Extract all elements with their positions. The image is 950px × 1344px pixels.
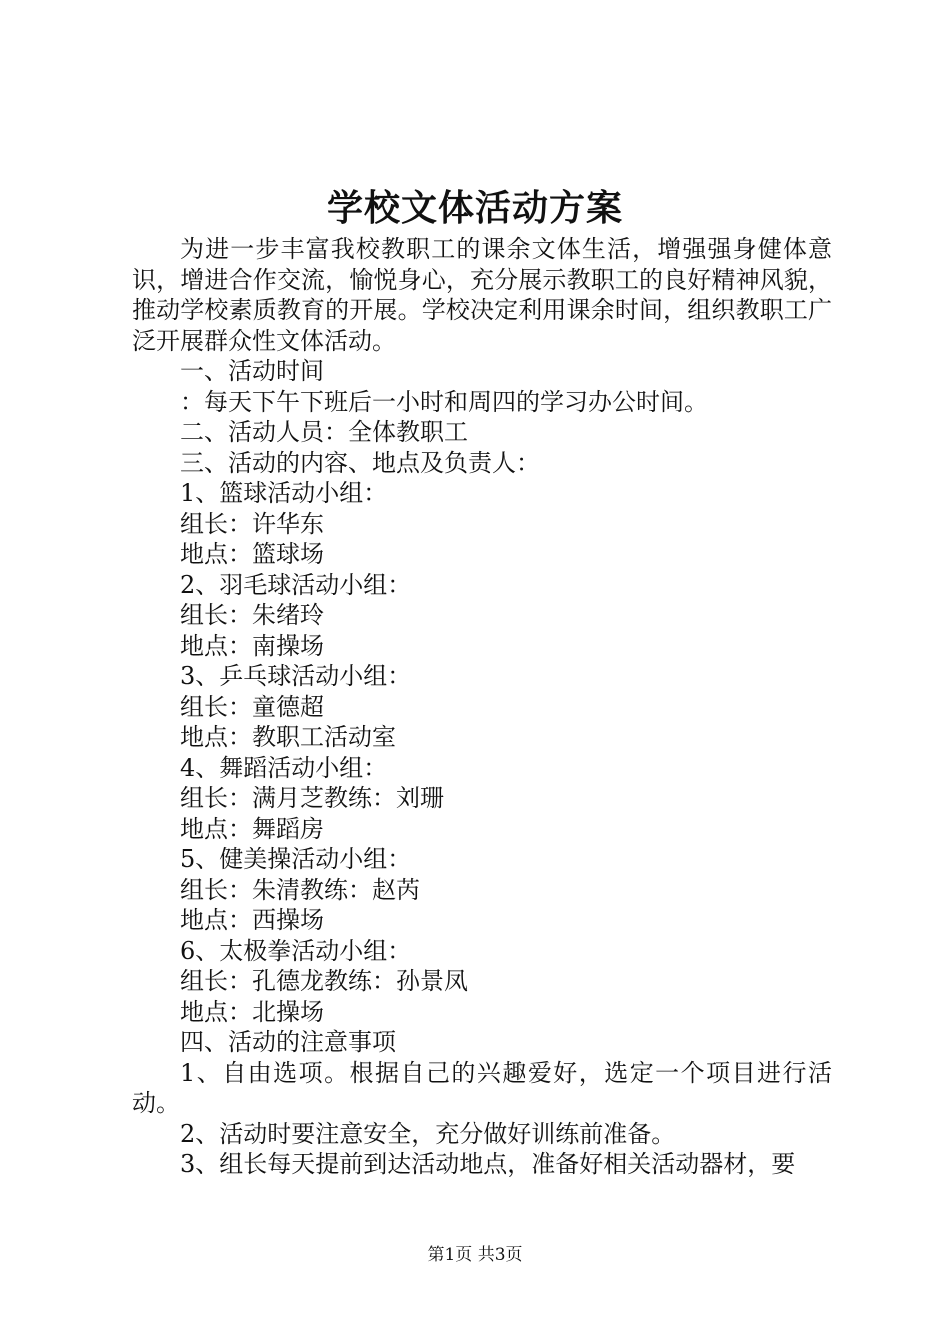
section-heading-time: 一、活动时间 <box>180 357 324 385</box>
page-number-footer: 第1页 共3页 <box>427 1245 523 1265</box>
group-badminton-location: 地点：南操场 <box>180 631 324 660</box>
group-pingpong-leader: 组长：童德超 <box>180 692 324 721</box>
group-pingpong-location: 地点：教职工活动室 <box>180 723 396 751</box>
note-item-3: 3、组长每天提前到达活动地点，准备好相关活动器材，要 <box>180 1150 796 1178</box>
group-taichi: 6、太极拳活动小组： <box>180 936 412 965</box>
group-taichi-leader: 组长：孔德龙教练：孙景凤 <box>180 967 468 995</box>
section-heading-content: 三、活动的内容、地点及负责人： <box>180 448 540 477</box>
section-heading-participants: 二、活动人员：全体教职工 <box>180 418 468 446</box>
intro-paragraph: 为进一步丰富我校教职工的课余文体生活，增强强身健体意识，增进合作交流，愉悦身心，充分展示教职工的良好精神风貌，推动学校素质教育的开展。学校决定利用课余时间，组织教职工广泛开展群众性文体活动。 <box>132 235 832 355</box>
activity-time-text: ：每天下午下班后一小时和周四的学习办公时间。 <box>180 387 708 416</box>
group-dance: 4、舞蹈活动小组： <box>180 753 388 782</box>
group-taichi-location: 地点：北操场 <box>180 997 324 1026</box>
note-item-2: 2、活动时要注意安全，充分做好训练前准备。 <box>180 1119 676 1148</box>
group-badminton-leader: 组长：朱绪玲 <box>180 601 324 629</box>
group-aerobics: 5、健美操活动小组： <box>180 845 412 873</box>
group-basketball-location: 地点：篮球场 <box>180 540 324 568</box>
note-item-1: 1、自由选项。根据自己的兴趣爱好，选定一个项目进行活动。 <box>132 1058 832 1117</box>
document-body <box>132 234 832 1180</box>
group-aerobics-location: 地点：西操场 <box>180 906 324 934</box>
group-aerobics-leader: 组长：朱清教练：赵芮 <box>180 875 420 904</box>
group-dance-leader: 组长：满月芝教练：刘珊 <box>180 784 444 812</box>
document-title: 学校文体活动方案 <box>326 187 623 229</box>
group-basketball-leader: 组长：许华东 <box>180 509 324 538</box>
section-heading-notes: 四、活动的注意事项 <box>180 1028 396 1056</box>
group-pingpong: 3、乒乓球活动小组： <box>180 662 412 690</box>
group-basketball: 1、篮球活动小组： <box>180 479 388 507</box>
group-dance-location: 地点：舞蹈房 <box>180 814 324 843</box>
group-badminton: 2、羽毛球活动小组： <box>180 570 412 599</box>
